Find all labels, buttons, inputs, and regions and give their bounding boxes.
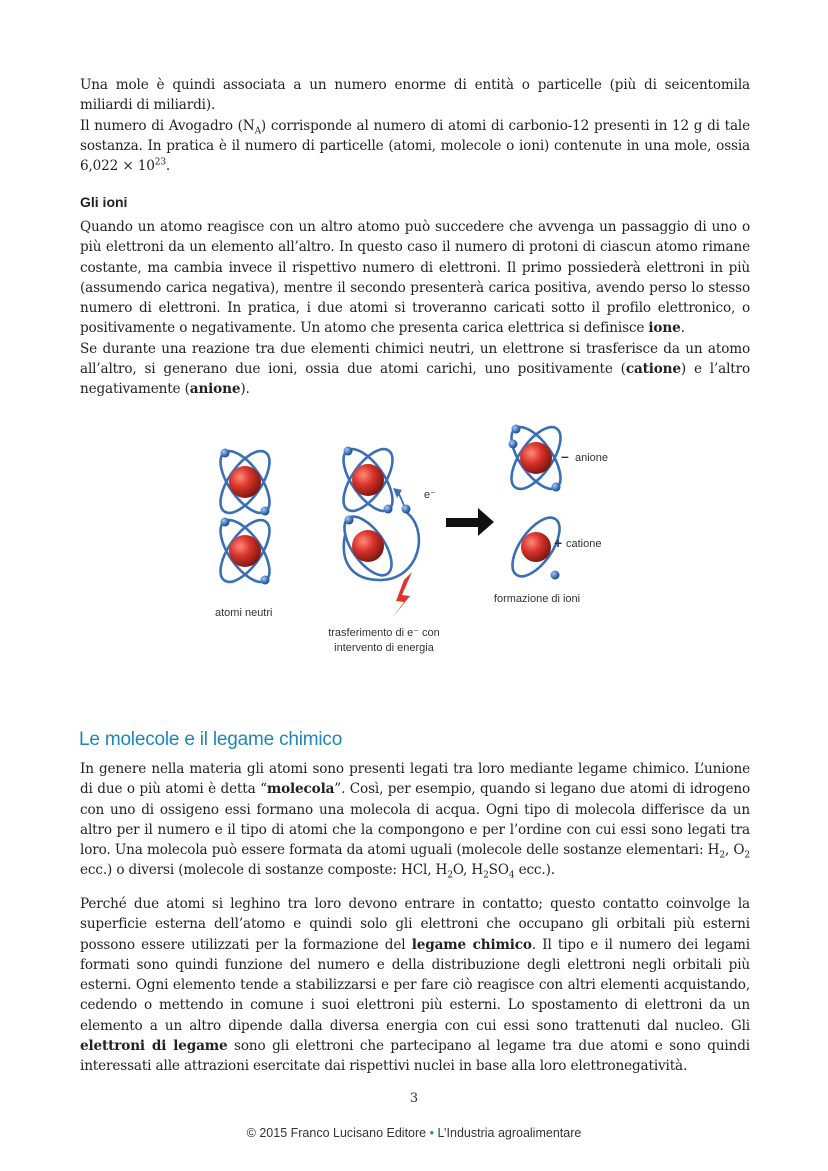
neutral-atom-top: [211, 443, 279, 520]
molecules-heading: Le molecole e il legame chimico: [79, 729, 343, 750]
transfer-label-line1: trasferimento di e⁻ con: [328, 627, 440, 639]
anion-atom: [502, 420, 570, 497]
ions-paragraph-2: Se durante una reazione tra due elementi chimici neutri, un elettrone si trasferisce da un atomo all’altro, si generano due ioni, ossia due atomi carichi, uno positivamente (catione) e l’altro negativamente (anione).: [80, 340, 750, 398]
cation-sign: +: [554, 535, 563, 551]
anion-label: anione: [575, 452, 609, 464]
molecules-text-2: [80, 894, 750, 1077]
page-footer: [0, 1126, 828, 1140]
transfer-atom-top: [334, 441, 402, 518]
footer-bullet: •: [429, 1126, 434, 1140]
reaction-arrow-icon: [446, 508, 494, 536]
transferred-electron: [393, 488, 411, 514]
footer-book-title: L’Industria agroalimentare: [437, 1126, 582, 1140]
ions-heading: Gli ioni: [80, 194, 128, 210]
transfer-label-line2: intervento di energia: [334, 642, 434, 654]
electron-label: e⁻: [424, 489, 436, 501]
page-number: 3: [409, 1091, 419, 1106]
neutral-atom-bottom: [211, 512, 279, 589]
ions-paragraph-1: Quando un atomo reagisce con un altro atomo può succedere che avvenga un passaggio di uno o più elettroni da un elemento all’altro. In questo caso il numero di protoni di ciascun atomo rimane costante, ma cambia invece il rispettivo numero di elettroni. Il primo possiederà elettroni in più (assumendo carica negativa), mentre il secondo presenterà carica positiva, avendo perso lo stesso numero di elettroni. In pratica, i due atomi si troveranno caricati sotto il profilo elettronico, o positivamente o negativamente. Un atomo che presenta carica elettrica si definisce ione.: [80, 219, 750, 337]
ion-formation-figure: [0, 420, 828, 660]
neutral-atoms-label: atomi neutri: [215, 607, 273, 619]
molecules-paragraph-2: Perché due atomi si leghino tra loro devono entrare in contatto; questo contatto coinvolge la superficie esterna dell’atomo e quindi solo gli elettroni che occupano gli orbitali più esterni possono essere utilizzati per la formazione del legame chimico. Il tipo e il numero dei legami formati sono quindi funzione del numero e della distribuzione degli elettroni negli orbitali più esterni. Ogni elemento tende a stabilizzarsi e per fare ciò reagisce con altri elementi acquistando, cedendo o mettendo in comune i suoi elettroni più esterni. Lo spostamento di elettroni da un elemento a un altro dipende dalla diversa energia con cui essi sono trattenuti dal nucleo. Gli elettroni di legame sono gli elettroni che partecipano al legame tra due atomi e sono quindi interessati alle attrazioni esercitate dai rispettivi nuclei in base alla loro elettronegatività.: [80, 896, 750, 1075]
intro-paragraph-avogadro: Il numero di Avogadro $(N_A)$ corrisponde al numero di atomi di carbonio-12 presenti in 12 g di tale sostanza. In pratica è il numero di particelle (atomi, molecole o ioni) contenute in una mole, ossia $6,022 \times 10^{23}$.: [80, 117, 750, 175]
molecules-text: [80, 759, 750, 881]
ions-text: [80, 217, 750, 400]
footer-copyright: © 2015 Franco Lucisano Editore: [246, 1126, 427, 1140]
energy-bolt-icon: [392, 572, 412, 618]
intro-paragraph-1: Una mole è quindi associata a un numero enorme di entità o particelle (più di seicentomila miliardi di miliardi).: [80, 77, 750, 114]
molecules-paragraph-1: In genere nella materia gli atomi sono presenti legati tra loro mediante legame chimico. L’unione di due o più atomi è detta “molecola”. Così, per esempio, quando si legano due atomi di idrogeno con uno di ossigeno essi formano una molecola di acqua. Ogni tipo di molecola differisce da un altro per il numero e il tipo di atomi che la compongono e per l’ordine con cui essi sono legati tra loro. Una molecola può essere formata da atomi uguali (molecole delle sostanze elementari: $H_2$, $O_2$ ecc.) o diversi (molecole di sostanze composte: HCl, $H_2O$, $H_2SO_4$ ecc.).: [80, 761, 750, 882]
intro-text: [80, 75, 750, 176]
ion-formation-illustration: [0, 420, 828, 660]
formation-label: formazione di ioni: [493, 593, 581, 605]
anion-sign: –: [561, 448, 569, 464]
transfer-atom-bottom: [335, 509, 418, 583]
cation-label: catione: [566, 538, 602, 550]
